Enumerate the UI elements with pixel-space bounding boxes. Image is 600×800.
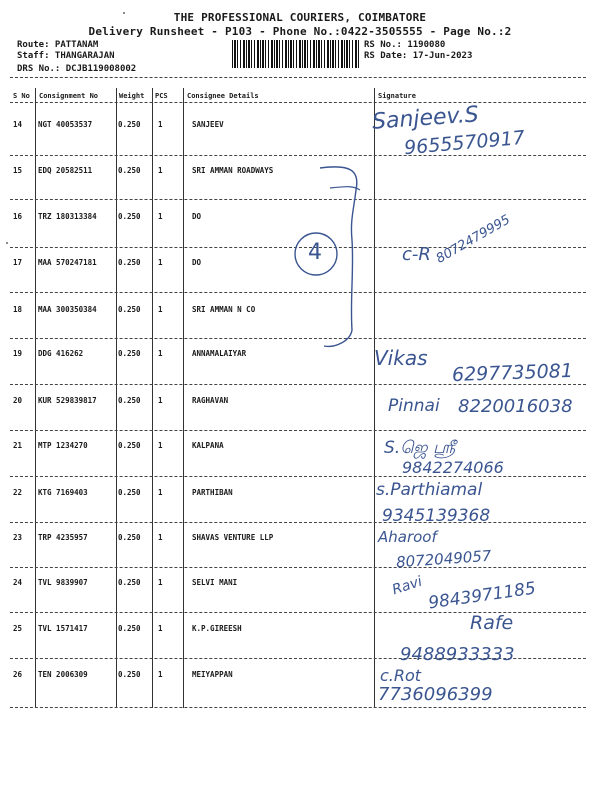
- signature-name: S.ஜெ ஸ்ரீ: [384, 438, 456, 458]
- row-consignee: ANNAMALAIYAR: [192, 349, 247, 358]
- circled-number: 4: [308, 240, 322, 265]
- ditto-bracket-mark: [290, 160, 380, 355]
- row-divider: [10, 707, 586, 708]
- header-divider: [10, 77, 586, 78]
- signature-name: Rafe: [470, 612, 514, 634]
- row-divider: [10, 522, 586, 523]
- row-consignment: MAA 300350384: [38, 305, 97, 314]
- row-weight: 0.250: [118, 166, 141, 175]
- row-sno: 25: [13, 624, 23, 633]
- drs-number: DRS No.: DCJB119008002: [17, 64, 137, 74]
- row-divider: [10, 430, 586, 431]
- staff-label: Staff: THANGARAJAN: [17, 51, 115, 61]
- row-pcs: 1: [158, 533, 163, 542]
- signature-phone: 9842274066: [402, 458, 504, 477]
- row-weight: 0.250: [118, 533, 141, 542]
- signature-phone: 8072049057: [395, 546, 492, 572]
- row-sno: 15: [13, 166, 23, 175]
- row-consignee: SRI AMMAN N CO: [192, 305, 256, 314]
- row-consignee: PARTHIBAN: [192, 488, 233, 497]
- row-consignment: MTP 1234270: [38, 441, 88, 450]
- row-pcs: 1: [158, 396, 163, 405]
- row-weight: 0.250: [118, 578, 141, 587]
- scan-speck: [6, 242, 8, 244]
- signature-phone: 9488933333: [400, 644, 515, 665]
- row-pcs: 1: [158, 670, 163, 679]
- column-divider: [152, 88, 153, 708]
- row-consignment: KUR 529839817: [38, 396, 97, 405]
- row-weight: 0.250: [118, 305, 141, 314]
- row-weight: 0.250: [118, 349, 141, 358]
- row-sno: 24: [13, 578, 23, 587]
- signature-phone: 9843971185: [427, 578, 538, 614]
- row-sno: 23: [13, 533, 23, 542]
- col-header-consignee: Consignee Details: [187, 92, 259, 100]
- row-pcs: 1: [158, 624, 163, 633]
- barcode: [232, 40, 360, 68]
- company-title: THE PROFESSIONAL COURIERS, COIMBATORE: [173, 11, 427, 24]
- column-header-divider: [10, 102, 586, 103]
- signature-phone: 9655570917: [403, 126, 526, 160]
- rs-date: RS Date: 17-Jun-2023: [364, 51, 473, 61]
- row-pcs: 1: [158, 212, 163, 221]
- row-consignee: DO: [192, 258, 202, 267]
- col-header-pcs: PCS: [155, 92, 168, 100]
- row-pcs: 1: [158, 258, 163, 267]
- row-sno: 26: [13, 670, 23, 679]
- row-pcs: 1: [158, 305, 163, 314]
- rs-number: RS No.: 1190080: [364, 40, 446, 50]
- row-sno: 21: [13, 441, 23, 450]
- row-weight: 0.250: [118, 670, 141, 679]
- signature-name: Pinnai: [388, 396, 440, 416]
- signature-name: Sanjeev.S: [371, 102, 480, 135]
- row-pcs: 1: [158, 166, 163, 175]
- row-weight: 0.250: [118, 258, 141, 267]
- row-consignment: EDQ 20582511: [38, 166, 93, 175]
- row-weight: 0.250: [118, 441, 141, 450]
- row-pcs: 1: [158, 488, 163, 497]
- row-divider: [10, 155, 586, 156]
- sheet-subtitle: Delivery Runsheet - P103 - Phone No.:0422-3505555 - Page No.:2: [88, 25, 512, 38]
- row-consignment: TRP 4235957: [38, 533, 88, 542]
- row-consignee: SHAVAS VENTURE LLP: [192, 533, 274, 542]
- row-divider: [10, 567, 586, 568]
- signature-phone: 7736096399: [378, 684, 493, 705]
- signature-name: Ravi: [390, 573, 425, 599]
- row-weight: 0.250: [118, 120, 141, 129]
- signature-name: s.Parthiamal: [376, 480, 483, 500]
- row-consignee: SELVI MANI: [192, 578, 238, 587]
- row-consignee: SANJEEV: [192, 120, 224, 129]
- row-consignment: TVL 9839907: [38, 578, 88, 587]
- row-pcs: 1: [158, 578, 163, 587]
- row-weight: 0.250: [118, 396, 141, 405]
- row-consignee: DO: [192, 212, 202, 221]
- row-consignment: DDG 416262: [38, 349, 84, 358]
- row-consignee: MEIYAPPAN: [192, 670, 233, 679]
- row-consignee: SRI AMMAN ROADWAYS: [192, 166, 274, 175]
- row-sno: 19: [13, 349, 23, 358]
- signature-phone: 8220016038: [458, 396, 573, 417]
- row-consignment: NGT 40053537: [38, 120, 93, 129]
- row-weight: 0.250: [118, 212, 141, 221]
- col-header-signature: Signature: [378, 92, 416, 100]
- row-sno: 14: [13, 120, 23, 129]
- row-pcs: 1: [158, 441, 163, 450]
- row-sno: 22: [13, 488, 23, 497]
- signature-initials: c-R: [402, 244, 431, 265]
- row-sno: 16: [13, 212, 23, 221]
- row-consignee: KALPANA: [192, 441, 224, 450]
- row-pcs: 1: [158, 120, 163, 129]
- scan-speck: [123, 12, 125, 14]
- signature-phone: 6297735081: [451, 359, 574, 387]
- column-divider: [35, 88, 36, 708]
- row-pcs: 1: [158, 349, 163, 358]
- signature-name: Vikas: [374, 346, 428, 370]
- row-sno: 18: [13, 305, 23, 314]
- route-label: Route: PATTANAM: [17, 40, 99, 50]
- row-consignment: KTG 7169403: [38, 488, 88, 497]
- signature-initials: c.Rot: [380, 666, 422, 685]
- col-header-weight: Weight: [119, 92, 145, 100]
- signature-phone: 9345139368: [382, 506, 491, 526]
- signature-phone: 8072479995: [433, 212, 513, 267]
- signature-scribble: Aharoof: [378, 528, 437, 546]
- row-weight: 0.250: [118, 488, 141, 497]
- col-header-consignment: Consignment No: [39, 92, 99, 100]
- row-consignment: TRZ 180313384: [38, 212, 97, 221]
- column-divider: [116, 88, 117, 708]
- col-header-sno: S No: [13, 92, 30, 100]
- row-weight: 0.250: [118, 624, 141, 633]
- row-consignment: MAA 570247181: [38, 258, 97, 267]
- row-consignee: K.P.GIREESH: [192, 624, 242, 633]
- row-consignee: RAGHAVAN: [192, 396, 229, 405]
- row-consignment: TVL 1571417: [38, 624, 88, 633]
- row-consignment: TEN 2006309: [38, 670, 88, 679]
- column-divider: [183, 88, 184, 708]
- row-sno: 17: [13, 258, 23, 267]
- row-sno: 20: [13, 396, 23, 405]
